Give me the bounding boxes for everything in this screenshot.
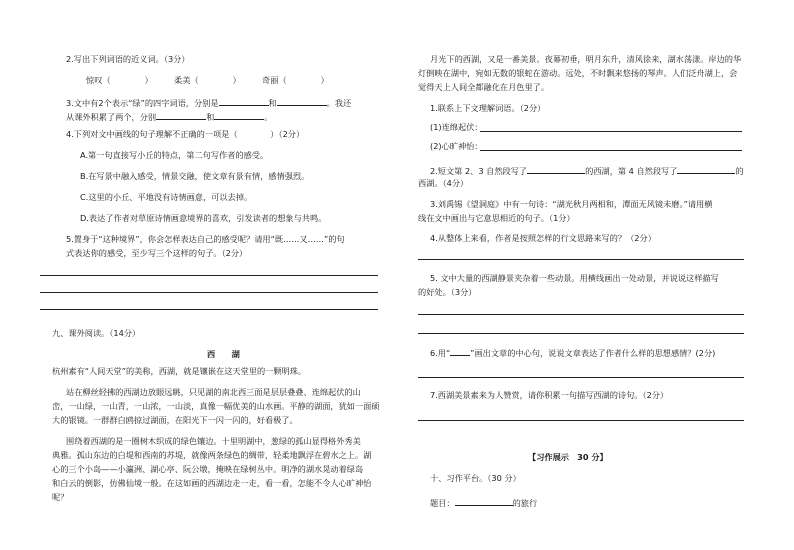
q2-title: 2.写出下列词语的近义词。（3分） — [66, 54, 190, 64]
rq4-title: 4.从整体上来看，作者是按照怎样的行文思路来写的？（2分） — [430, 233, 656, 243]
q4-option-b: B.在写景中融入感受，情景交融，使文章有景有情，感情强烈。 — [80, 171, 310, 181]
answer-line[interactable] — [480, 131, 742, 132]
rq2-blank-1[interactable] — [527, 164, 585, 174]
q3-line1: 3.文中有2个表示“绿”的四字词语，分别是 和 。我还 — [66, 98, 352, 108]
rq6-title: 6.用“ ”画出文章的中心句，说说文章表达了作者什么样的思想感情？(2分) — [430, 348, 716, 358]
essay-title: 西 湖 — [207, 349, 240, 359]
essay-paragraph-1: 杭州素有“人间天堂”的美称，西湖，就是镶嵌在这天堂里的一颗明珠。 — [52, 366, 307, 376]
rq1-b: (2)心旷神怡： — [430, 141, 483, 151]
underline-sample — [450, 349, 470, 356]
essay-paragraph-3-line: 呢？ — [52, 492, 69, 502]
rq2-line2: 西湖。（4分） — [418, 178, 469, 188]
left-column — [40, 0, 380, 550]
answer-line[interactable] — [40, 309, 378, 310]
q4-option-d: D.表达了作者对草原诗情画意境界的喜欢，引发读者的想象与共鸣。 — [80, 213, 327, 223]
answer-line[interactable] — [418, 377, 744, 378]
right-column — [418, 0, 746, 550]
rq3-line1: 3.刘禹锡《望洞庭》中有一句诗：“湖光秋月两相和，潭面无风镜未磨。”请用横 — [430, 199, 713, 209]
essay-paragraph-2-line: 大的银镜。一群群白鸥掠过湖面，在阳光下一闪一闪的，好看极了。 — [52, 415, 298, 425]
essay-paragraph-3-line: 围绕着西湖的是一圈树木织成的绿色镶边。十里明湖中，葱绿的孤山显得格外秀美 — [66, 436, 361, 446]
answer-line[interactable] — [418, 420, 744, 421]
answer-line[interactable] — [418, 333, 744, 334]
essay-paragraph-4-line: 觉得天上人间全都融化在月色里了。 — [418, 82, 550, 92]
rq2-line1: 2.短文第 2、3 自然段写了 的西湖，第 4 自然段写了 的 — [430, 166, 744, 176]
composition-section-header: 【习作展示 30 分】 — [528, 452, 608, 462]
q3-blank-1[interactable] — [219, 96, 269, 106]
section-9-heading: 九、课外阅读。（14分） — [52, 328, 141, 338]
section-10-heading: 十、习作平台。（30 分） — [430, 473, 521, 483]
q3-line2: 从课外积累了两个，分别 和 。 — [66, 112, 273, 122]
essay-paragraph-3-line: 典雅。孤山东边的白堤和西南的苏堤，就像两条绿色的绸带，轻柔地飘浮在碧水之上。湖 — [52, 450, 372, 460]
rq5-line1: 5. 文中大量的西湖静景夹杂着一些动景。用横线画出一处动景，并说说这样描写 — [430, 273, 719, 283]
q2-words: 惊叹（ ） 柔美（ ） 奇丽（ ） — [86, 75, 329, 85]
q5-line1: 5.置身于“这种境界”，你会怎样表达自己的感受呢？请用“既……又……”的句 — [66, 234, 345, 244]
answer-line[interactable] — [40, 275, 378, 276]
q4-option-c: C.这里的小丘、平地没有诗情画意，可以去掉。 — [80, 192, 253, 202]
q3-blank-3[interactable] — [156, 110, 206, 120]
topic-blank[interactable] — [455, 496, 513, 506]
rq3-line2: 线在文中画出与它意思相近的句子。（1分） — [418, 213, 575, 223]
rq7-title: 7.西湖美景素来为人赞赏，请你积累一句描写西湖的诗句。（2分） — [430, 390, 669, 400]
essay-paragraph-4-line: 月光下的西湖，又是一番美景。夜幕初垂，明月东升，清风徐来，湖水荡漾。岸边的华 — [430, 54, 742, 64]
q5-line2: 式表达你的感受，至少写三个这样的句子。（2分） — [66, 248, 248, 258]
rq1-title: 1.联系上下文理解词语。（2分） — [430, 103, 546, 113]
essay-paragraph-3-line: 心的三个小岛——小瀛洲、湖心亭、阮公墩，掩映在绿树丛中。明净的湖水晃动着绿岛 — [52, 464, 364, 474]
answer-line[interactable] — [418, 314, 744, 315]
q4-title: 4.下列对文中画线的句子理解不正确的一项是（ ）（2分） — [66, 129, 305, 139]
essay-paragraph-3-line: 和白云的倒影，仿佛仙境一般。在这如画的西湖边走一走，看一看，怎能不令人心旷神怡 — [52, 478, 372, 488]
rq1-a: (1)连绵起伏： — [430, 122, 483, 132]
answer-line[interactable] — [418, 259, 744, 260]
rq2-blank-2[interactable] — [677, 164, 735, 174]
q3-blank-4[interactable] — [214, 110, 264, 120]
essay-paragraph-4-line: 灯倒映在湖中，宛如无数的银蛇在游动。远处，不时飘来悠扬的琴声。人们泛舟湖上，会 — [418, 68, 738, 78]
answer-line[interactable] — [480, 150, 742, 151]
answer-line[interactable] — [40, 292, 378, 293]
q3-blank-2[interactable] — [277, 96, 327, 106]
composition-topic: 题目： 的旅行 — [430, 498, 538, 508]
rq5-line2: 的好处。（3分） — [418, 287, 477, 297]
essay-paragraph-2-line: 站在柳丝轻拂的西湖边放眼远眺，只见湖的南北西三面是层层叠叠、连绵起伏的山 — [66, 387, 361, 397]
essay-paragraph-2-line: 峦，一山绿，一山青，一山浓，一山淡，真像一幅优美的山水画。平静的湖面，犹如一面硕 — [52, 401, 380, 411]
q4-option-a: A.第一句直接写小丘的特点，第二句写作者的感受。 — [80, 150, 269, 160]
